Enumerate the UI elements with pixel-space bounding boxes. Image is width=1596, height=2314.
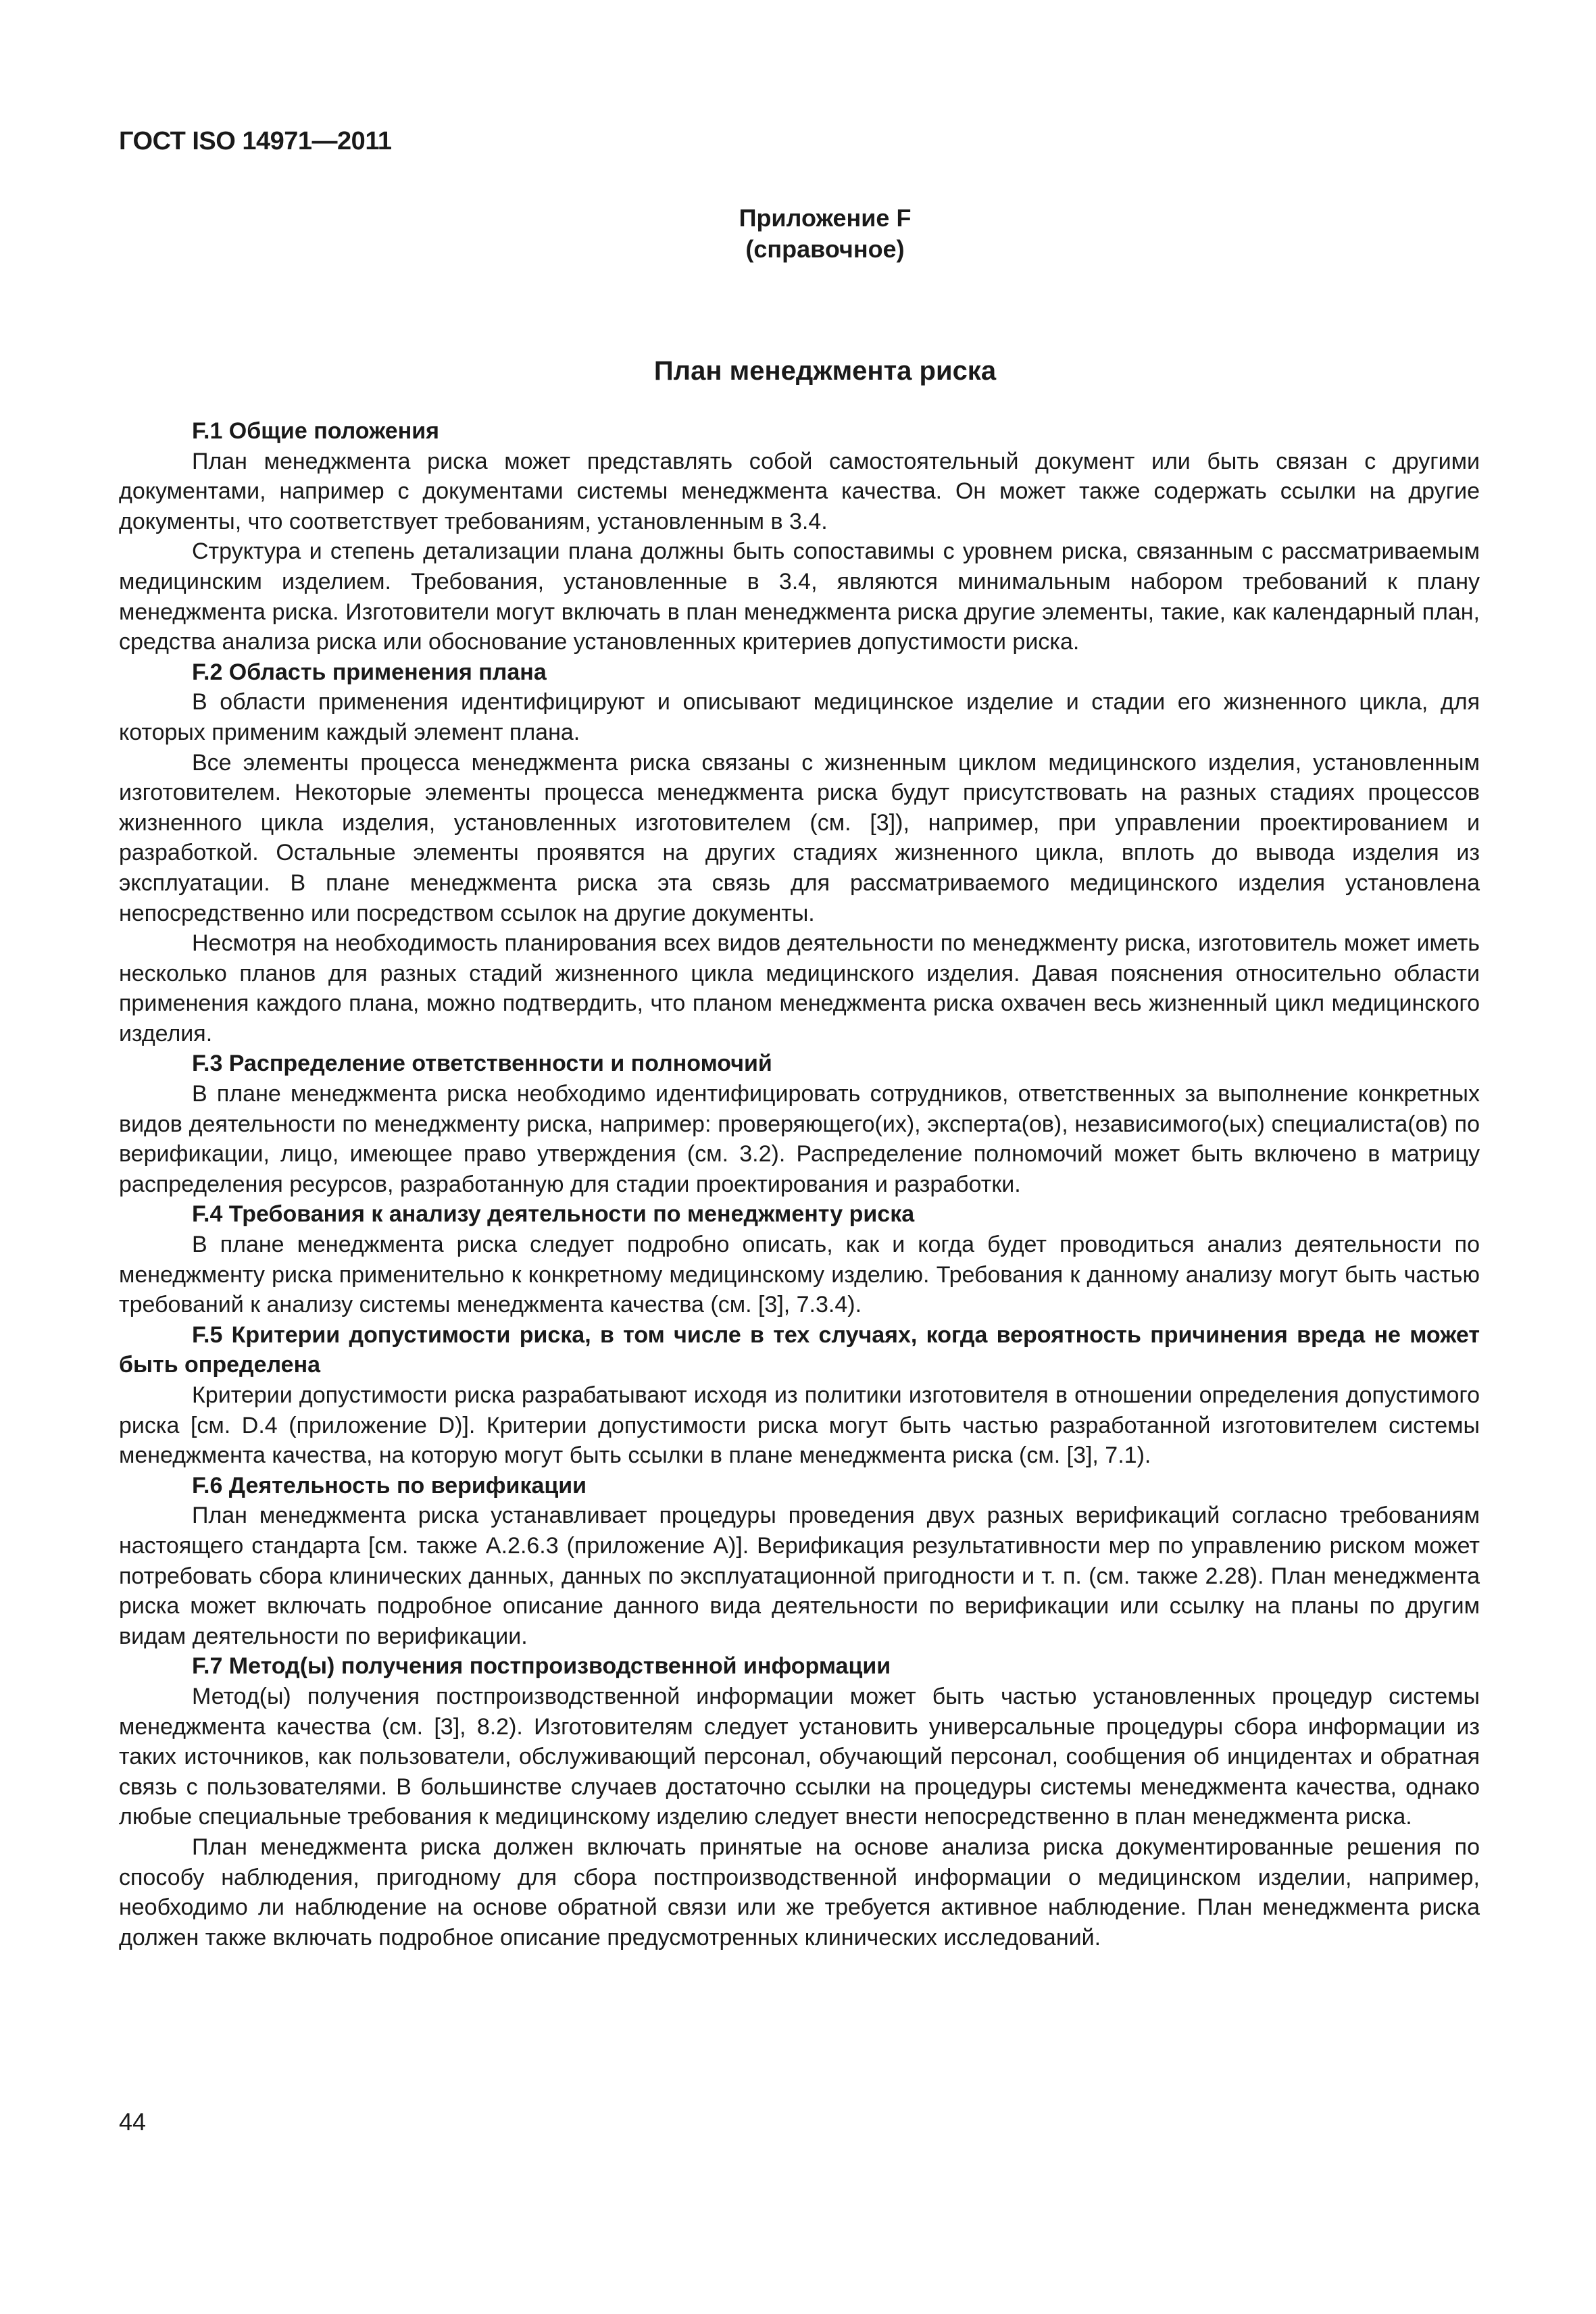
paragraph: План менеджмента риска устанавливает процедуры проведения двух разных верификаций согласно требованиям настоящего стандарта [см. также А.2.6.3 (приложение А)]. Верификация результативности мер по управлению риском может потребовать сбора клинических данных, данных по эксплуатационной пригодности и т. п. (см. также 2.28). План менеджмента риска может включать подробное описание данного вида деятельности по верификации или ссылку на планы по другим видам деятельности по верификации. — [119, 1503, 1480, 1649]
document-body — [119, 416, 1480, 1953]
annex-heading — [0, 203, 1596, 265]
section-heading-f6: F.6 Деятельность по верификации — [192, 1472, 587, 1499]
section-heading-f7: F.7 Метод(ы) получения постпроизводственной информации — [192, 1653, 891, 1680]
paragraph: В плане менеджмента риска следует подробно описать, как и когда будет проводиться анализ деятельности по менеджменту риска применительно к конкретному медицинскому изделию. Требования к данному анализу могут быть частью требований к анализу системы менеджмента качества (см. [3], 7.3.4). — [119, 1232, 1480, 1318]
paragraph: Все элементы процесса менеджмента риска связаны с жизненным циклом медицинского изделия, установленным изготовителем. Некоторые элементы процесса менеджмента риска будут присутствовать на разных стадиях процессов жизненного цикла изделия, установленных изготовителем (см. [3]), например, при управлении проектированием и разработкой. Остальные элементы проявятся на других стадиях жизненного цикла, вплоть до вывода изделия из эксплуатации. В плане менеджмента риска эта связь для рассматриваемого медицинского изделия установлена непосредственно или посредством ссылок на другие документы. — [119, 749, 1480, 926]
paragraph: Структура и степень детализации плана должны быть сопоставимы с уровнем риска, связанным с рассматриваемым медицинским изделием. Требования, установленные в 3.4, являются минимальным набором требований к плану менеджмента риска. Изготовители могут включать в план менеджмента риска другие элементы, такие, как календарный план, средства анализа риска или обоснование установленных критериев допустимости риска. — [119, 538, 1480, 655]
page-number: 44 — [119, 2108, 147, 2136]
paragraph: План менеджмента риска может представлять собой самостоятельный документ или быть связан с другими документами, например с документами системы менеджмента качества. Он может также содержать ссылки на другие документы, что соответствует требованиям, установленным в 3.4. — [119, 448, 1480, 534]
paragraph: Несмотря на необходимость планирования всех видов деятельности по менеджменту риска, изготовитель может иметь несколько планов для разных стадий жизненного цикла медицинского изделия. Давая пояснения относительно области применения каждого плана, можно подтвердить, что планом менеджмента риска охвачен весь жизненный цикл медицинского изделия. — [119, 930, 1480, 1047]
section-heading-f2: F.2 Область применения плана — [192, 659, 547, 685]
section-heading-f3: F.3 Распределение ответственности и полномочий — [192, 1051, 772, 1077]
paragraph: Метод(ы) получения постпроизводственной информации может быть частью установленных процедур системы менеджмента качества (см. [3], 8.2). Изготовителям следует установить универсальные процедуры сбора информации из таких источников, как пользователи, обслуживающий персонал, обучающий персонал, сообщения об инцидентах и обратная связь с пользователями. В большинстве случаев достаточно ссылки на процедуры системы менеджмента качества, однако любые специальные требования к медицинскому изделию следует внести непосредственно в план менеджмента риска. — [119, 1683, 1480, 1830]
section-heading-f4: F.4 Требования к анализу деятельности по менеджменту риска — [192, 1201, 915, 1228]
annex-status: (справочное) — [745, 235, 905, 263]
paragraph: В области применения идентифицируют и описывают медицинское изделие и стадии его жизненного цикла, для которых применим каждый элемент плана. — [119, 689, 1480, 745]
paragraph: Критерии допустимости риска разрабатывают исходя из политики изготовителя в отношении определения допустимого риска [см. D.4 (приложение D)]. Критерии допустимости риска могут быть частью разработанной изготовителем системы менеджмента качества, на которую могут быть ссылки в плане менеджмента риска (см. [3], 7.1). — [119, 1382, 1480, 1469]
page-title: План менеджмента риска — [653, 356, 997, 386]
section-heading-f1: F.1 Общие положения — [192, 418, 439, 444]
paragraph: В плане менеджмента риска необходимо идентифицировать сотрудников, ответственных за выполнение конкретных видов деятельности по менеджменту риска, например: проверяющего(их), эксперта(ов), независимого(ых) специалиста(ов) по верификации, лицо, имеющее право утверждения (см. 3.2). Распределение полномочий может быть включено в матрицу распределения ресурсов, разработанную для стадии проектирования и разработки. — [119, 1081, 1480, 1197]
annex-label: Приложение F — [739, 204, 912, 232]
paragraph: План менеджмента риска должен включать принятые на основе анализа риска документированные решения по способу наблюдения, пригодному для сбора постпроизводственной информации о медицинском изделии, например, необходимо ли наблюдение на основе обратной связи или же требуется активное наблюдение. План менеджмента риска должен также включать подробное описание предусмотренных клинических исследований. — [119, 1834, 1480, 1951]
section-heading-f5: F.5 Критерии допустимости риска, в том числе в тех случаях, когда вероятность причинения вреда не может быть определена — [119, 1322, 1480, 1378]
document-code: ГОСТ ISO 14971—2011 — [119, 127, 392, 155]
